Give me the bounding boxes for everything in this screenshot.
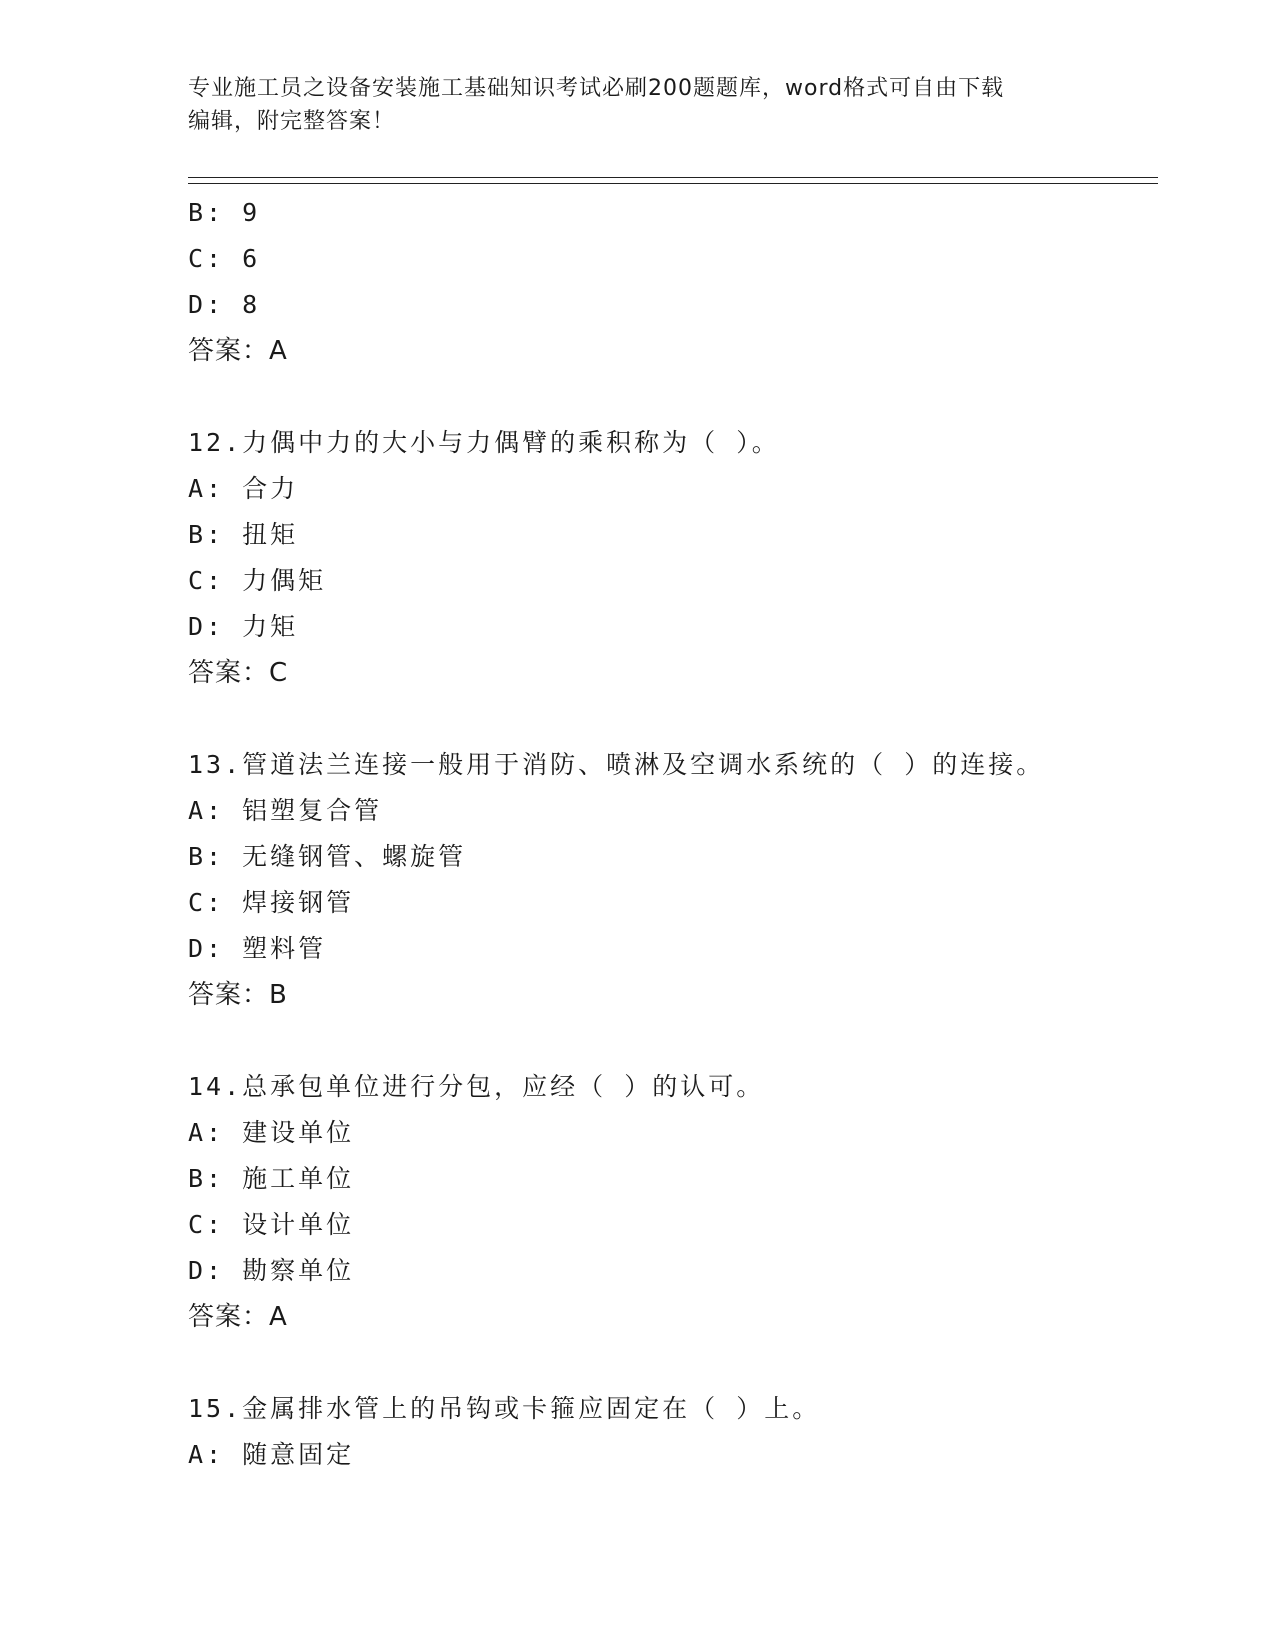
option-d: D: 力矩	[188, 612, 299, 641]
answer: 答案：B	[188, 980, 288, 1010]
option-c: C: 设计单位	[188, 1210, 355, 1239]
option-a: A: 合力	[188, 474, 299, 503]
option-c: C: 力偶矩	[188, 566, 327, 595]
option-b: B: 施工单位	[188, 1164, 355, 1193]
header-divider-top	[188, 177, 1158, 178]
header-title-line1: 专业施工员之设备安装施工基础知识考试必刷200题题库，word格式可自由下载	[188, 76, 1005, 101]
option-a: A: 随意固定	[188, 1440, 355, 1469]
option-a: A: 建设单位	[188, 1118, 355, 1147]
option-d: D: 8	[188, 290, 261, 319]
document-header	[188, 72, 1088, 138]
question-stem: 13.管道法兰连接一般用于消防、喷淋及空调水系统的（ ）的连接。	[188, 750, 1045, 779]
option-b: B: 9	[188, 198, 261, 227]
option-a: A: 铝塑复合管	[188, 796, 383, 825]
answer: 答案：A	[188, 1302, 288, 1332]
question-12	[188, 420, 1158, 696]
question-13	[188, 742, 1158, 1018]
question-14	[188, 1064, 1158, 1340]
question-stem: 12.力偶中力的大小与力偶臂的乘积称为（ ）。	[188, 428, 780, 457]
question-stem: 15.金属排水管上的吊钩或卡箍应固定在（ ）上。	[188, 1394, 821, 1423]
header-divider-bottom	[188, 183, 1158, 184]
header-title-line2: 编辑，附完整答案！	[188, 109, 396, 134]
question-list	[188, 190, 1158, 1478]
option-c: C: 6	[188, 244, 261, 273]
option-d: D: 塑料管	[188, 934, 327, 963]
answer: 答案：A	[188, 336, 288, 366]
question-11-continued	[188, 190, 1158, 374]
option-c: C: 焊接钢管	[188, 888, 355, 917]
answer: 答案：C	[188, 658, 289, 688]
question-15	[188, 1386, 1158, 1478]
question-stem: 14.总承包单位进行分包，应经（ ）的认可。	[188, 1072, 765, 1101]
option-d: D: 勘察单位	[188, 1256, 355, 1285]
option-b: B: 扭矩	[188, 520, 299, 549]
option-b: B: 无缝钢管、螺旋管	[188, 842, 467, 871]
